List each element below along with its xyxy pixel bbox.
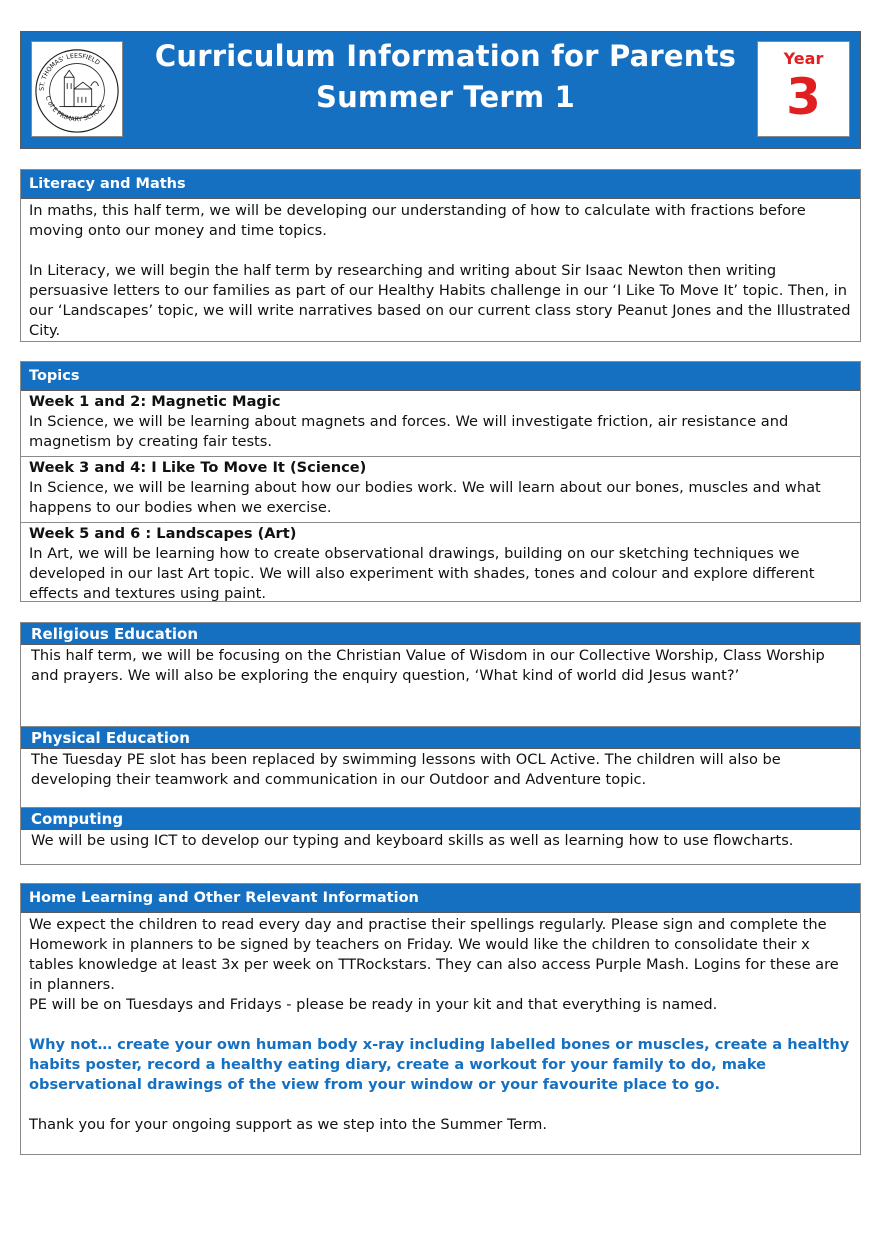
topic-title: Week 3 and 4: I Like To Move It (Science) bbox=[29, 459, 367, 476]
physical-education-heading: Physical Education bbox=[21, 727, 860, 749]
topic-week-5-6 bbox=[21, 522, 860, 604]
topic-week-1-2 bbox=[21, 391, 860, 456]
literacy-maths-heading: Literacy and Maths bbox=[21, 170, 860, 199]
home-learning-body bbox=[21, 913, 860, 1135]
religious-education-heading: Religious Education bbox=[21, 623, 860, 645]
computing-block bbox=[21, 807, 860, 866]
topic-week-3-4 bbox=[21, 456, 860, 522]
physical-education-block bbox=[21, 726, 860, 807]
topic-text: In Science, we will be learning about magnets and forces. We will investigate friction, air resistance and magnetism by creating fair tests. bbox=[29, 413, 789, 450]
maths-paragraph: In maths, this half term, we will be developing our understanding of how to calculate with fractions before moving onto our money and time topics. bbox=[29, 202, 806, 239]
topic-text: In Science, we will be learning about how our bodies work. We will learn about our bones, muscles and what happens to our bodies when we exercise. bbox=[29, 479, 821, 516]
computing-text: We will be using ICT to develop our typing and keyboard skills as well as learning how to use flowcharts. bbox=[31, 832, 794, 849]
year-number: 3 bbox=[786, 68, 821, 126]
thanks-paragraph: Thank you for your ongoing support as we step into the Summer Term. bbox=[29, 1116, 548, 1133]
topic-text: In Art, we will be learning how to create observational drawings, building on our sketching techniques we developed in our last Art topic. We will also experiment with shades, tones and colour and explore different effects and textures using paint. bbox=[29, 545, 815, 602]
page-title bbox=[141, 36, 750, 118]
school-crest-icon bbox=[32, 42, 122, 136]
subjects-section bbox=[20, 622, 861, 865]
topic-title: Week 5 and 6 : Landscapes (Art) bbox=[29, 525, 297, 542]
topics-section bbox=[20, 361, 861, 602]
literacy-maths-section bbox=[20, 169, 861, 342]
homework-paragraph: We expect the children to read every day and practise their spellings regularly. Please sign and complete the Homework in planners to be signed by teachers on Friday. We would like the children to consolidate their x tables knowledge at least 3x per week on TTRockstars. They can also access Purple Mash. Logins for these are in planners. bbox=[29, 916, 839, 993]
page bbox=[20, 31, 861, 1133]
school-logo bbox=[31, 41, 123, 137]
home-learning-section bbox=[20, 883, 861, 1155]
home-learning-heading: Home Learning and Other Relevant Information bbox=[21, 884, 860, 913]
physical-education-text: The Tuesday PE slot has been replaced by swimming lessons with OCL Active. The children will also be developing their teamwork and communication in our Outdoor and Adventure topic. bbox=[31, 751, 781, 788]
topics-heading: Topics bbox=[21, 362, 860, 391]
computing-heading: Computing bbox=[21, 808, 860, 830]
header-banner bbox=[20, 31, 861, 149]
title-line-1: Curriculum Information for Parents bbox=[154, 39, 737, 73]
title-line-2: Summer Term 1 bbox=[315, 80, 576, 114]
topic-title: Week 1 and 2: Magnetic Magic bbox=[29, 393, 281, 410]
svg-text:C of E PRIMARY SCHOOL: C of E PRIMARY SCHOOL bbox=[43, 95, 107, 124]
literacy-paragraph: In Literacy, we will begin the half term by researching and writing about Sir Isaac Newton then writing persuasive letters to our families as part of our Healthy Habits challenge in our ‘I Like To Move It’ topic. Then, in our ‘Landscapes’ topic, we will write narratives based on our current class story Peanut Jones and the Illustrated City. bbox=[29, 262, 851, 339]
literacy-maths-body bbox=[21, 199, 860, 341]
religious-education-text: This half term, we will be focusing on the Christian Value of Wisdom in our Collective Worship, Class Worship and prayers. We will also be exploring the enquiry question, ‘What kind of world did Jesus want?’ bbox=[31, 647, 825, 684]
year-label: Year bbox=[783, 49, 824, 68]
svg-text:ST. THOMAS' LEESFIELD: ST. THOMAS' LEESFIELD bbox=[38, 52, 101, 92]
religious-education-block bbox=[21, 623, 860, 726]
pe-days-paragraph: PE will be on Tuesdays and Fridays - please be ready in your kit and that everything is named. bbox=[29, 996, 718, 1013]
why-not-paragraph: Why not… create your own human body x-ray including labelled bones or muscles, create a healthy habits poster, record a healthy eating diary, create a workout for your family to do, make observational drawings of the view from your window or your favourite place to go. bbox=[29, 1036, 850, 1093]
year-badge bbox=[757, 41, 850, 137]
